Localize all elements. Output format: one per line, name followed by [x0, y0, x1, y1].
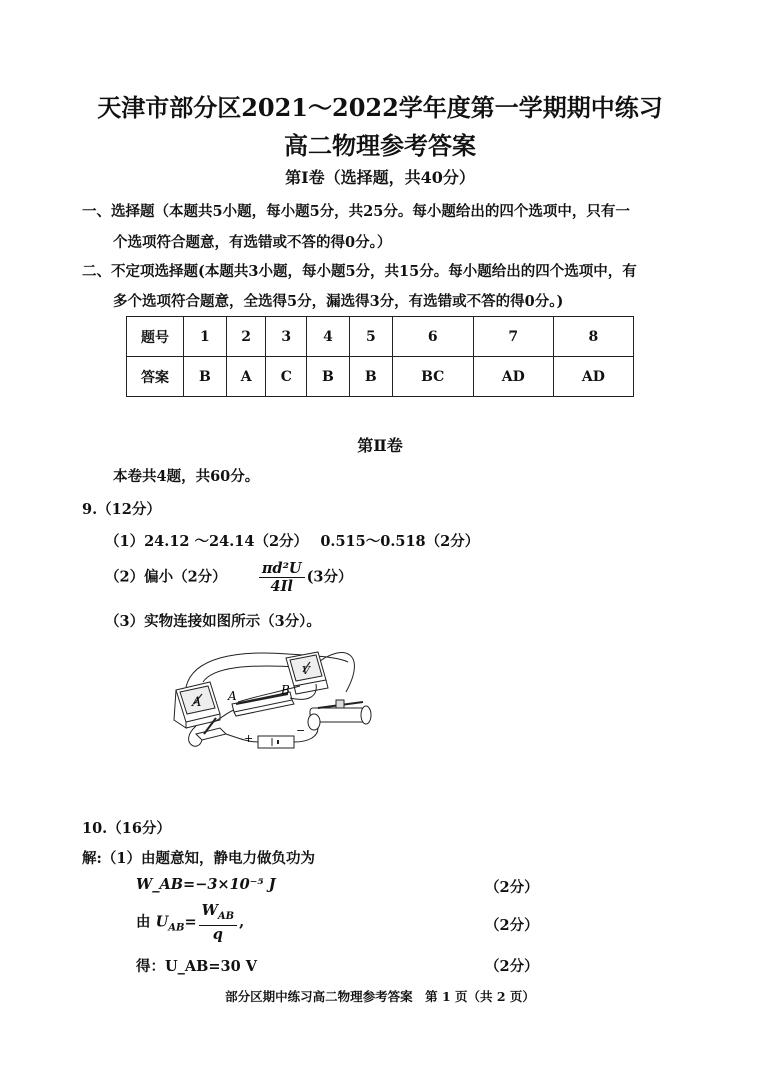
table-cell: 7: [473, 317, 553, 357]
table-cell: B: [349, 357, 392, 397]
q9-sub3: （3）实物连接如图所示（3分）。: [105, 613, 321, 630]
q10-eq2: 由 $U_{AB}=$ $\frac{W_{AB}}{q}$ ,: [136, 902, 245, 943]
battery-plus-label: +: [244, 732, 254, 745]
section1-line2: 个选项符合题意，有选错或不答的得0分。）: [113, 234, 392, 251]
q10-eq1: W_AB=−3×10⁻⁵ J: [136, 876, 276, 893]
table-cell: 1: [184, 317, 227, 357]
wire: [203, 666, 298, 682]
page-subtitle: 高二物理参考答案: [284, 131, 476, 160]
table-cell: 6: [392, 317, 473, 357]
fraction-numerator: πd²U: [259, 560, 305, 578]
voltmeter-label: V: [302, 664, 310, 677]
section2-line1: 二、不定项选择题(本题共3小题，每小题5分，共15分。每小题给出的四个选项中，有: [82, 263, 637, 280]
q10-heading: 10.（16分）: [82, 820, 171, 837]
table-cell: BC: [392, 357, 473, 397]
fraction-denominator: q: [212, 925, 223, 943]
page-footer: 部分区期中练习高二物理参考答案 第 1 页（共 2 页）: [225, 989, 535, 1004]
row-header-number: 题号: [127, 317, 184, 357]
table-cell: A: [226, 357, 266, 397]
table-cell: 2: [226, 317, 266, 357]
numerator-subscript: AB: [217, 910, 235, 922]
table-cell: 3: [266, 317, 307, 357]
q9-sub2: [105, 560, 353, 595]
q9-sub2-score: (3分）: [306, 568, 353, 586]
q10-eq3-score: （2分）: [485, 958, 539, 975]
page-title: 天津市部分区2021～2022学年度第一学期期中练习: [97, 93, 663, 122]
battery-minus-label: −: [296, 724, 306, 737]
part1-heading: 第Ⅰ卷（选择题，共40分）: [285, 168, 475, 187]
q10-eq1-score: （2分）: [485, 879, 539, 896]
table-row-answers: [127, 357, 634, 397]
switch-icon: [196, 718, 226, 740]
q9-sub1: （1）24.12 ～24.14（2分） 0.515～0.518（2分）: [105, 533, 480, 550]
q9-sub2-fraction: [259, 560, 305, 595]
table-cell: C: [266, 357, 307, 397]
rheostat-icon: [308, 700, 371, 730]
table-cell: B: [184, 357, 227, 397]
fraction-numerator: [199, 902, 238, 926]
q10-eq2-fraction: [199, 902, 238, 943]
q10-eq3: 得：U_AB=30 V: [136, 958, 258, 975]
fraction-denominator: 4Il: [270, 578, 293, 595]
table-cell: 8: [553, 317, 633, 357]
section1-line1: 一、选择题（本题共5小题，每小题5分，共25分。每小题给出的四个选项中，只有一: [82, 203, 630, 220]
table-cell: 4: [307, 317, 350, 357]
table-cell: B: [307, 357, 350, 397]
section2-line2: 多个选项符合题意，全选得5分，漏选得3分，有选错或不答的得0分。): [113, 293, 564, 310]
answer-table: [126, 316, 634, 397]
q10-eq2-score: （2分）: [485, 917, 539, 934]
q10-eq2-lhs: U: [155, 913, 169, 931]
part2-heading: 第Ⅱ卷: [357, 436, 403, 455]
table-cell: AD: [553, 357, 633, 397]
table-row-numbers: [127, 317, 634, 357]
point-b-label: B: [281, 683, 290, 697]
table-cell: AD: [473, 357, 553, 397]
q10-solution-intro: 解:（1）由题意知，静电力做负功为: [82, 850, 315, 867]
ammeter-label: A: [192, 695, 202, 710]
battery-icon: [258, 736, 294, 748]
q10-eq2-lhs-sub: AB: [168, 922, 185, 934]
part2-note: 本卷共4题，共60分。: [113, 468, 260, 485]
q10-eq2-prefix: 由: [136, 913, 156, 931]
q9-sub2-label: （2）偏小（2分）: [105, 568, 227, 586]
table-cell: 5: [349, 317, 392, 357]
numerator-symbol: W: [201, 902, 218, 919]
circuit-figure: [168, 642, 380, 760]
row-header-answer: 答案: [127, 357, 184, 397]
q9-heading: 9.（12分）: [82, 501, 161, 518]
point-a-label: A: [228, 689, 237, 703]
